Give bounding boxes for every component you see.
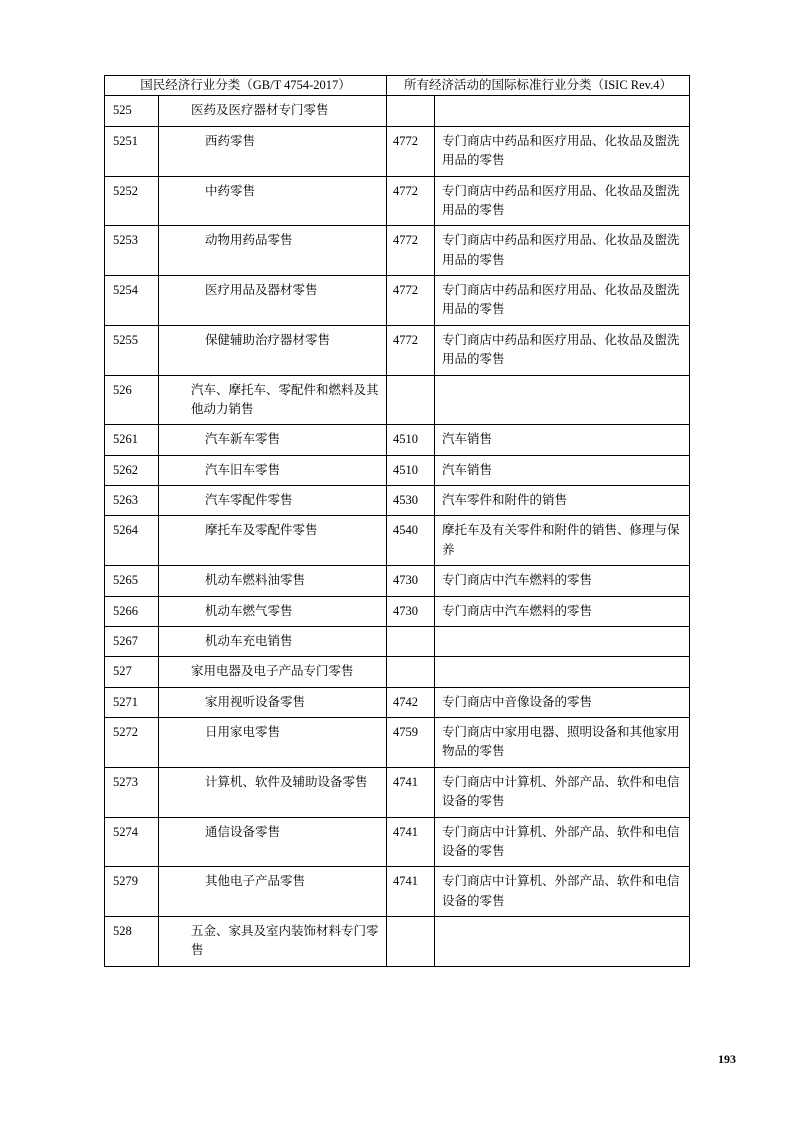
isic-name-text bbox=[435, 657, 689, 686]
table-row bbox=[105, 455, 690, 485]
cell-isic-name bbox=[435, 657, 690, 687]
cell-isic-code bbox=[387, 867, 435, 917]
isic-name-text bbox=[435, 376, 689, 405]
national-name-text: 其他电子产品零售 bbox=[205, 874, 306, 889]
cell-isic-code bbox=[387, 96, 435, 126]
cell-isic-name bbox=[435, 126, 690, 176]
cell-isic-name bbox=[435, 767, 690, 817]
cell-national-code bbox=[105, 455, 159, 485]
national-code-text: 5261 bbox=[113, 432, 138, 447]
table-row bbox=[105, 596, 690, 626]
isic-name-text: 专门商店中计算机、外部产品、软件和电信设备的零售 bbox=[442, 774, 680, 809]
isic-code-text: 4772 bbox=[393, 283, 419, 297]
cell-isic-name bbox=[435, 486, 690, 516]
table-row bbox=[105, 657, 690, 687]
cell-isic-code bbox=[387, 687, 435, 717]
national-code-text: 5255 bbox=[113, 332, 138, 347]
isic-code-text: 4540 bbox=[393, 523, 419, 538]
national-code-text: 5251 bbox=[113, 133, 138, 148]
cell-isic-name bbox=[435, 226, 690, 276]
cell-isic-code bbox=[387, 486, 435, 516]
isic-code-text: 4759 bbox=[393, 725, 419, 739]
isic-name-text: 专门商店中汽车燃料的零售 bbox=[442, 603, 593, 618]
table-row bbox=[105, 566, 690, 596]
national-name-text: 五金、家具及室内装饰材料专门零售 bbox=[191, 924, 379, 958]
table-row bbox=[105, 767, 690, 817]
cell-isic-name bbox=[435, 687, 690, 717]
cell-national-code bbox=[105, 626, 159, 656]
isic-code-text bbox=[387, 657, 434, 686]
cell-national-code bbox=[105, 687, 159, 717]
table-row bbox=[105, 516, 690, 566]
cell-isic-name bbox=[435, 626, 690, 656]
cell-national-name bbox=[159, 516, 387, 566]
national-name-text: 医药及医疗器材专门零售 bbox=[191, 103, 329, 118]
national-code-text: 5272 bbox=[113, 725, 138, 739]
national-name-text: 汽车、摩托车、零配件和燃料及其他动力销售 bbox=[191, 382, 379, 416]
national-code-text: 5274 bbox=[113, 824, 138, 839]
isic-name-text: 专门商店中药品和医疗用品、化妆品及盥洗用品的零售 bbox=[442, 332, 680, 367]
cell-national-name bbox=[159, 626, 387, 656]
isic-name-text: 汽车零件和附件的销售 bbox=[442, 493, 568, 507]
national-code-text: 5252 bbox=[113, 183, 138, 198]
table-row bbox=[105, 867, 690, 917]
national-name-text: 日用家电零售 bbox=[205, 725, 281, 739]
isic-code-text: 4510 bbox=[393, 462, 419, 477]
cell-national-name bbox=[159, 226, 387, 276]
cell-national-name bbox=[159, 176, 387, 226]
national-code-text: 5279 bbox=[113, 874, 138, 889]
isic-name-text: 专门商店中药品和医疗用品、化妆品及盥洗用品的零售 bbox=[442, 183, 680, 217]
industry-classification-table bbox=[104, 75, 690, 967]
cell-national-code bbox=[105, 486, 159, 516]
cell-national-name bbox=[159, 126, 387, 176]
national-name-text: 动物用药品零售 bbox=[205, 233, 293, 248]
cell-isic-code bbox=[387, 626, 435, 656]
isic-name-text: 摩托车及有关零件和附件的销售、修理与保养 bbox=[442, 523, 680, 557]
cell-isic-name bbox=[435, 867, 690, 917]
national-code-text: 526 bbox=[113, 382, 132, 397]
cell-isic-name bbox=[435, 917, 690, 967]
isic-code-text: 4510 bbox=[393, 432, 419, 447]
isic-code-text: 4741 bbox=[393, 774, 419, 789]
isic-name-text: 专门商店中药品和医疗用品、化妆品及盥洗用品的零售 bbox=[442, 133, 680, 168]
page-number: 193 bbox=[718, 1052, 736, 1066]
table-row bbox=[105, 96, 690, 126]
national-name-text: 家用电器及电子产品专门零售 bbox=[191, 664, 354, 679]
national-code-text: 5265 bbox=[113, 573, 138, 588]
national-name-text: 汽车旧车零售 bbox=[205, 462, 281, 477]
table-row bbox=[105, 687, 690, 717]
national-code-text: 5264 bbox=[113, 523, 138, 538]
isic-name-text bbox=[435, 96, 689, 125]
cell-isic-name bbox=[435, 817, 690, 867]
isic-name-text bbox=[435, 917, 689, 946]
cell-national-code bbox=[105, 718, 159, 768]
cell-national-name bbox=[159, 718, 387, 768]
cell-national-name bbox=[159, 276, 387, 326]
national-code-text: 5263 bbox=[113, 493, 138, 507]
table-row bbox=[105, 226, 690, 276]
isic-code-text bbox=[387, 96, 434, 125]
cell-isic-name bbox=[435, 566, 690, 596]
national-code-text: 5271 bbox=[113, 694, 138, 709]
cell-national-code bbox=[105, 917, 159, 967]
isic-code-text bbox=[387, 917, 434, 946]
isic-name-text: 专门商店中药品和医疗用品、化妆品及盥洗用品的零售 bbox=[442, 283, 680, 317]
table-row bbox=[105, 126, 690, 176]
national-name-text: 机动车充电销售 bbox=[205, 633, 293, 648]
cell-isic-name bbox=[435, 375, 690, 425]
national-code-text: 5266 bbox=[113, 603, 138, 618]
national-code-text: 527 bbox=[113, 664, 132, 679]
cell-isic-code bbox=[387, 767, 435, 817]
cell-national-name bbox=[159, 325, 387, 375]
cell-isic-code bbox=[387, 917, 435, 967]
cell-national-code bbox=[105, 817, 159, 867]
cell-isic-name bbox=[435, 516, 690, 566]
national-name-text: 摩托车及零配件零售 bbox=[205, 523, 318, 538]
isic-name-text: 专门商店中音像设备的零售 bbox=[442, 694, 593, 709]
isic-code-text: 4741 bbox=[393, 874, 419, 889]
national-name-text: 汽车零配件零售 bbox=[205, 493, 293, 507]
national-name-text: 计算机、软件及辅助设备零售 bbox=[205, 774, 368, 789]
national-code-text: 5253 bbox=[113, 233, 138, 248]
cell-isic-code bbox=[387, 657, 435, 687]
cell-national-code bbox=[105, 126, 159, 176]
table-row bbox=[105, 817, 690, 867]
cell-national-name bbox=[159, 596, 387, 626]
table-row bbox=[105, 626, 690, 656]
national-name-text: 汽车新车零售 bbox=[205, 432, 281, 447]
cell-isic-code bbox=[387, 596, 435, 626]
cell-isic-code bbox=[387, 325, 435, 375]
table-row bbox=[105, 718, 690, 768]
cell-national-code bbox=[105, 325, 159, 375]
isic-name-text: 专门商店中计算机、外部产品、软件和电信设备的零售 bbox=[442, 824, 680, 858]
cell-isic-name bbox=[435, 596, 690, 626]
cell-national-name bbox=[159, 767, 387, 817]
cell-national-code bbox=[105, 176, 159, 226]
cell-national-code bbox=[105, 867, 159, 917]
national-name-text: 医疗用品及器材零售 bbox=[205, 283, 318, 297]
national-name-text: 机动车燃气零售 bbox=[205, 603, 293, 618]
isic-name-text: 汽车销售 bbox=[442, 462, 493, 477]
cell-national-code bbox=[105, 425, 159, 455]
isic-code-text bbox=[387, 627, 434, 656]
cell-national-code bbox=[105, 767, 159, 817]
isic-code-text bbox=[387, 376, 434, 405]
cell-isic-code bbox=[387, 375, 435, 425]
cell-national-name bbox=[159, 425, 387, 455]
table-row bbox=[105, 176, 690, 226]
table-row bbox=[105, 276, 690, 326]
cell-isic-code bbox=[387, 176, 435, 226]
national-code-text: 528 bbox=[113, 924, 132, 938]
isic-code-text: 4772 bbox=[393, 133, 419, 148]
cell-isic-code bbox=[387, 566, 435, 596]
cell-national-code bbox=[105, 375, 159, 425]
cell-isic-name bbox=[435, 276, 690, 326]
cell-national-name bbox=[159, 867, 387, 917]
cell-national-name bbox=[159, 817, 387, 867]
table-row bbox=[105, 486, 690, 516]
table-row bbox=[105, 917, 690, 967]
cell-national-name bbox=[159, 455, 387, 485]
cell-isic-code bbox=[387, 276, 435, 326]
isic-name-text: 专门商店中汽车燃料的零售 bbox=[442, 573, 593, 588]
isic-code-text: 4741 bbox=[393, 824, 419, 839]
cell-isic-code bbox=[387, 718, 435, 768]
cell-national-code bbox=[105, 516, 159, 566]
cell-isic-name bbox=[435, 425, 690, 455]
isic-name-text: 汽车销售 bbox=[442, 432, 493, 447]
cell-national-name bbox=[159, 566, 387, 596]
table-row bbox=[105, 375, 690, 425]
cell-national-code bbox=[105, 596, 159, 626]
national-name-text: 机动车燃料油零售 bbox=[205, 573, 306, 588]
isic-name-text: 专门商店中计算机、外部产品、软件和电信设备的零售 bbox=[442, 874, 680, 908]
isic-name-text: 专门商店中药品和医疗用品、化妆品及盥洗用品的零售 bbox=[442, 233, 680, 267]
cell-national-code bbox=[105, 96, 159, 126]
cell-isic-code bbox=[387, 226, 435, 276]
table-row bbox=[105, 425, 690, 455]
cell-isic-name bbox=[435, 455, 690, 485]
national-code-text: 5254 bbox=[113, 283, 138, 297]
cell-isic-code bbox=[387, 126, 435, 176]
cell-national-name bbox=[159, 96, 387, 126]
table-header-row bbox=[105, 76, 690, 96]
cell-national-code bbox=[105, 566, 159, 596]
national-code-text: 525 bbox=[113, 103, 132, 118]
cell-national-name bbox=[159, 486, 387, 516]
cell-isic-code bbox=[387, 817, 435, 867]
isic-code-text: 4730 bbox=[393, 603, 419, 618]
national-name-text: 中药零售 bbox=[205, 183, 256, 198]
cell-national-name bbox=[159, 375, 387, 425]
national-name-text: 家用视听设备零售 bbox=[205, 694, 306, 709]
cell-national-name bbox=[159, 657, 387, 687]
isic-code-text: 4772 bbox=[393, 332, 419, 347]
isic-code-text: 4772 bbox=[393, 233, 419, 248]
isic-code-text: 4742 bbox=[393, 694, 419, 709]
cell-isic-code bbox=[387, 455, 435, 485]
cell-isic-name bbox=[435, 96, 690, 126]
national-code-text: 5273 bbox=[113, 774, 138, 789]
national-name-text: 保健辅助治疗器材零售 bbox=[205, 332, 331, 347]
isic-code-text: 4730 bbox=[393, 573, 419, 588]
isic-code-text: 4772 bbox=[393, 183, 419, 198]
national-code-text: 5267 bbox=[113, 633, 138, 648]
cell-isic-code bbox=[387, 425, 435, 455]
cell-national-name bbox=[159, 687, 387, 717]
cell-national-code bbox=[105, 276, 159, 326]
national-code-text: 5262 bbox=[113, 462, 138, 477]
isic-code-text: 4530 bbox=[393, 493, 419, 507]
cell-national-code bbox=[105, 226, 159, 276]
header-cell-national: 国民经济行业分类（GB/T 4754-2017） bbox=[105, 76, 387, 96]
national-name-text: 西药零售 bbox=[205, 133, 256, 148]
cell-isic-name bbox=[435, 325, 690, 375]
cell-isic-name bbox=[435, 176, 690, 226]
national-name-text: 通信设备零售 bbox=[205, 824, 281, 839]
cell-national-code bbox=[105, 657, 159, 687]
table-row bbox=[105, 325, 690, 375]
cell-isic-code bbox=[387, 516, 435, 566]
cell-national-name bbox=[159, 917, 387, 967]
isic-name-text: 专门商店中家用电器、照明设备和其他家用物品的零售 bbox=[442, 725, 680, 759]
cell-isic-name bbox=[435, 718, 690, 768]
header-cell-isic: 所有经济活动的国际标准行业分类（ISIC Rev.4） bbox=[387, 76, 690, 96]
isic-name-text bbox=[435, 627, 689, 656]
